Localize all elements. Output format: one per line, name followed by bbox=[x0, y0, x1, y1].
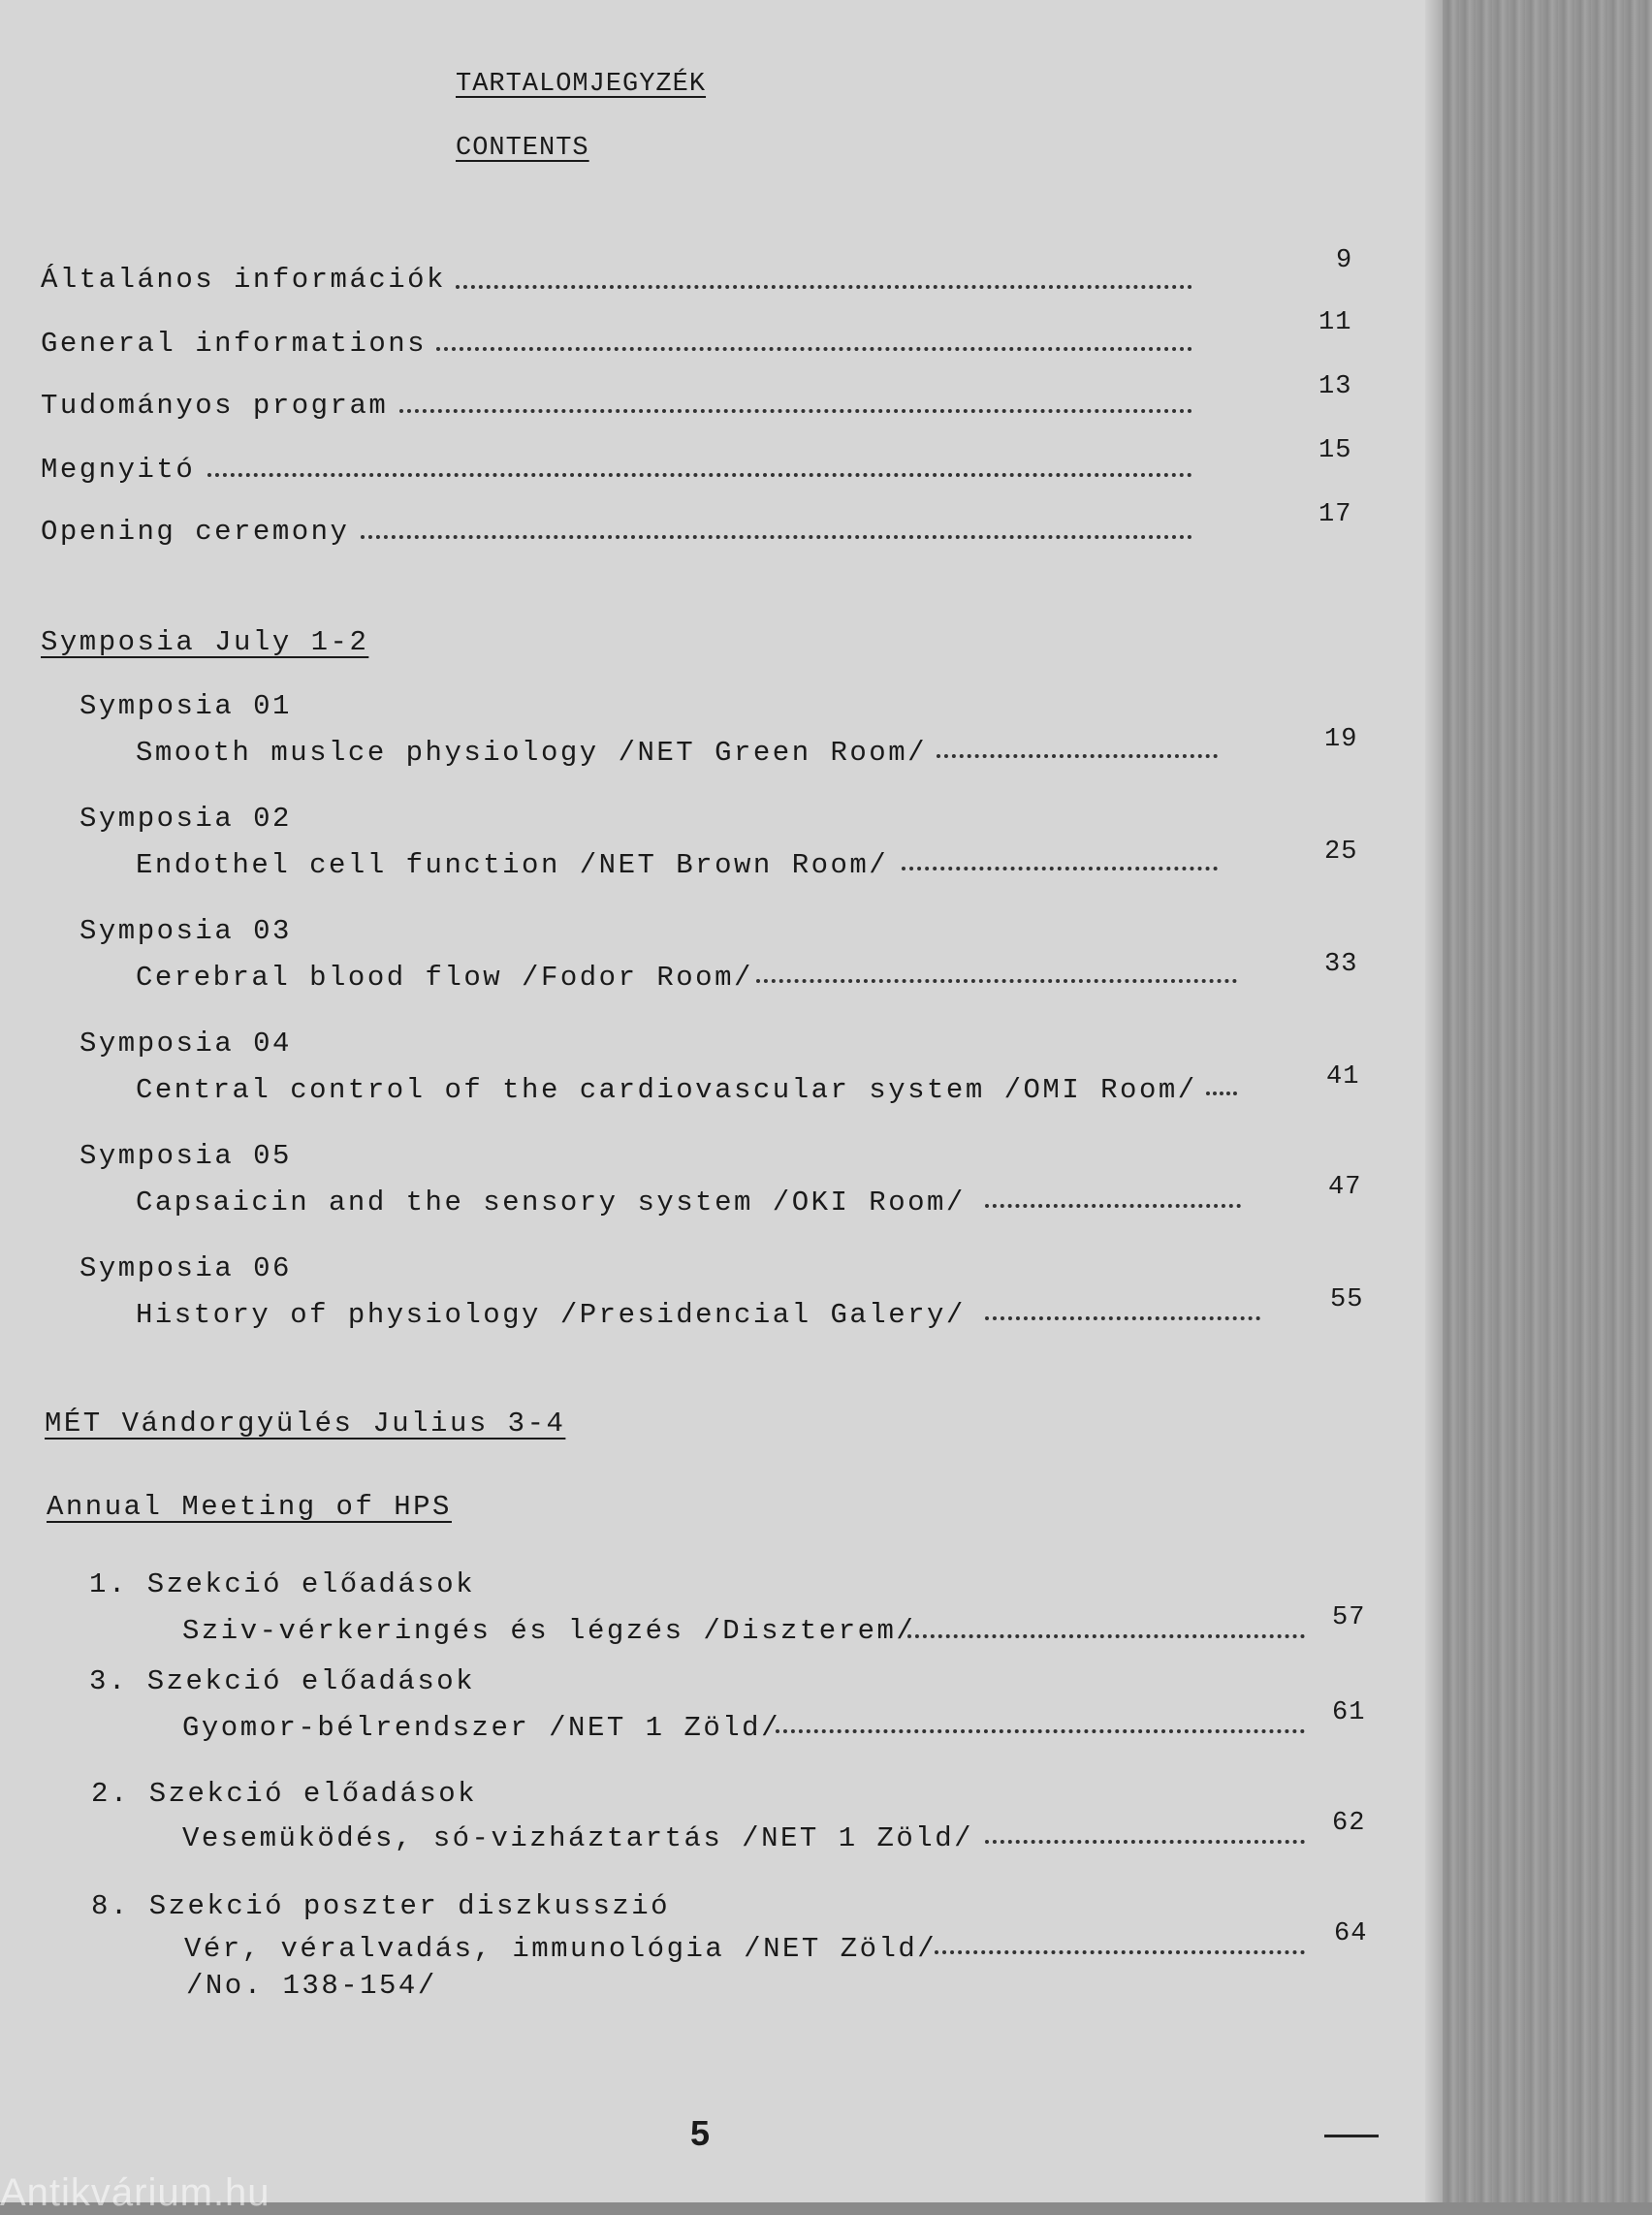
toc-entry-page: 61 bbox=[1332, 1698, 1366, 1727]
section-title: 2. Szekció előadások bbox=[91, 1778, 478, 1810]
dot-leader bbox=[902, 865, 1218, 870]
footer-dash bbox=[1324, 2135, 1379, 2137]
section-desc: Vér, véralvadás, immunológia /NET Zöld/ bbox=[184, 1933, 937, 1965]
dot-leader bbox=[985, 1314, 1260, 1320]
dot-leader bbox=[361, 533, 1192, 539]
symposium-desc: Smooth muslce physiology /NET Green Room/ bbox=[136, 737, 928, 769]
toc-entry-page: 25 bbox=[1324, 838, 1358, 867]
title-english: CONTENTS bbox=[456, 134, 589, 163]
symposium-desc: Endothel cell function /NET Brown Room/ bbox=[136, 849, 889, 881]
dot-leader bbox=[456, 283, 1192, 289]
toc-entry-page: 47 bbox=[1328, 1173, 1362, 1202]
toc-entry-page: 17 bbox=[1318, 500, 1352, 529]
dot-leader bbox=[985, 1838, 1305, 1844]
toc-entry-label: Megnyitó bbox=[41, 454, 196, 486]
title-hungarian: TARTALOMJEGYZÉK bbox=[456, 70, 707, 99]
symposium-title: Symposia 01 bbox=[79, 690, 292, 722]
watermark: Antikvárium.hu bbox=[0, 2171, 270, 2214]
symposia-heading: Symposia July 1-2 bbox=[41, 626, 369, 658]
toc-entry-page: 15 bbox=[1318, 436, 1352, 465]
symposium-title: Symposia 02 bbox=[79, 803, 292, 835]
section-title: 3. Szekció előadások bbox=[89, 1665, 476, 1697]
dot-leader bbox=[207, 471, 1192, 477]
dot-leader bbox=[935, 1948, 1305, 1954]
symposium-title: Symposia 06 bbox=[79, 1252, 292, 1284]
meeting-heading-english: Annual Meeting of HPS bbox=[47, 1491, 452, 1523]
symposium-title: Symposia 04 bbox=[79, 1028, 292, 1060]
symposium-title: Symposia 03 bbox=[79, 915, 292, 947]
symposium-desc: History of physiology /Presidencial Galery/ bbox=[136, 1299, 966, 1331]
symposium-desc: Cerebral blood flow /Fodor Room/ bbox=[136, 962, 753, 994]
symposium-desc: Central control of the cardiovascular system /OMI Room/ bbox=[136, 1074, 1197, 1106]
toc-entry-page: 41 bbox=[1326, 1062, 1360, 1092]
section-desc: Vesemüködés, só-vizháztartás /NET 1 Zöld/ bbox=[182, 1822, 974, 1854]
book-spine bbox=[1443, 0, 1652, 2202]
toc-entry-page: 33 bbox=[1324, 950, 1358, 979]
toc-entry-page: 55 bbox=[1330, 1285, 1364, 1314]
dot-leader bbox=[1206, 1090, 1237, 1095]
toc-entry-page: 19 bbox=[1324, 725, 1358, 754]
section-desc-continued: /No. 138-154/ bbox=[186, 1970, 437, 2002]
toc-entry-page: 11 bbox=[1318, 308, 1352, 337]
page-number: 5 bbox=[690, 2113, 711, 2153]
section-desc: Gyomor-bélrendszer /NET 1 Zöld/ bbox=[182, 1712, 780, 1744]
toc-entry-page: 64 bbox=[1334, 1919, 1368, 1948]
dot-leader bbox=[907, 1632, 1305, 1638]
dot-leader bbox=[436, 345, 1192, 351]
toc-entry-page: 57 bbox=[1332, 1603, 1366, 1632]
dot-leader bbox=[937, 752, 1218, 758]
symposium-title: Symposia 05 bbox=[79, 1140, 292, 1172]
toc-entry-label: Opening ceremony bbox=[41, 516, 350, 548]
meeting-heading-hungarian: MÉT Vándorgyülés Julius 3-4 bbox=[45, 1408, 566, 1440]
toc-entry-page: 9 bbox=[1336, 246, 1353, 275]
section-title: 8. Szekció poszter diszkusszió bbox=[91, 1890, 671, 1922]
dot-leader bbox=[985, 1202, 1241, 1208]
dot-leader bbox=[399, 407, 1192, 413]
toc-entry-label: Tudományos program bbox=[41, 390, 389, 422]
section-title: 1. Szekció előadások bbox=[89, 1568, 476, 1600]
toc-entry-label: General informations bbox=[41, 328, 428, 360]
symposium-desc: Capsaicin and the sensory system /OKI Room/ bbox=[136, 1187, 966, 1218]
toc-entry-label: Általános információk bbox=[41, 264, 446, 296]
dot-leader bbox=[756, 977, 1237, 983]
section-desc: Sziv-vérkeringés és légzés /Diszterem/ bbox=[182, 1615, 916, 1647]
toc-entry-page: 62 bbox=[1332, 1809, 1366, 1838]
dot-leader bbox=[776, 1727, 1305, 1733]
toc-entry-page: 13 bbox=[1318, 372, 1352, 401]
